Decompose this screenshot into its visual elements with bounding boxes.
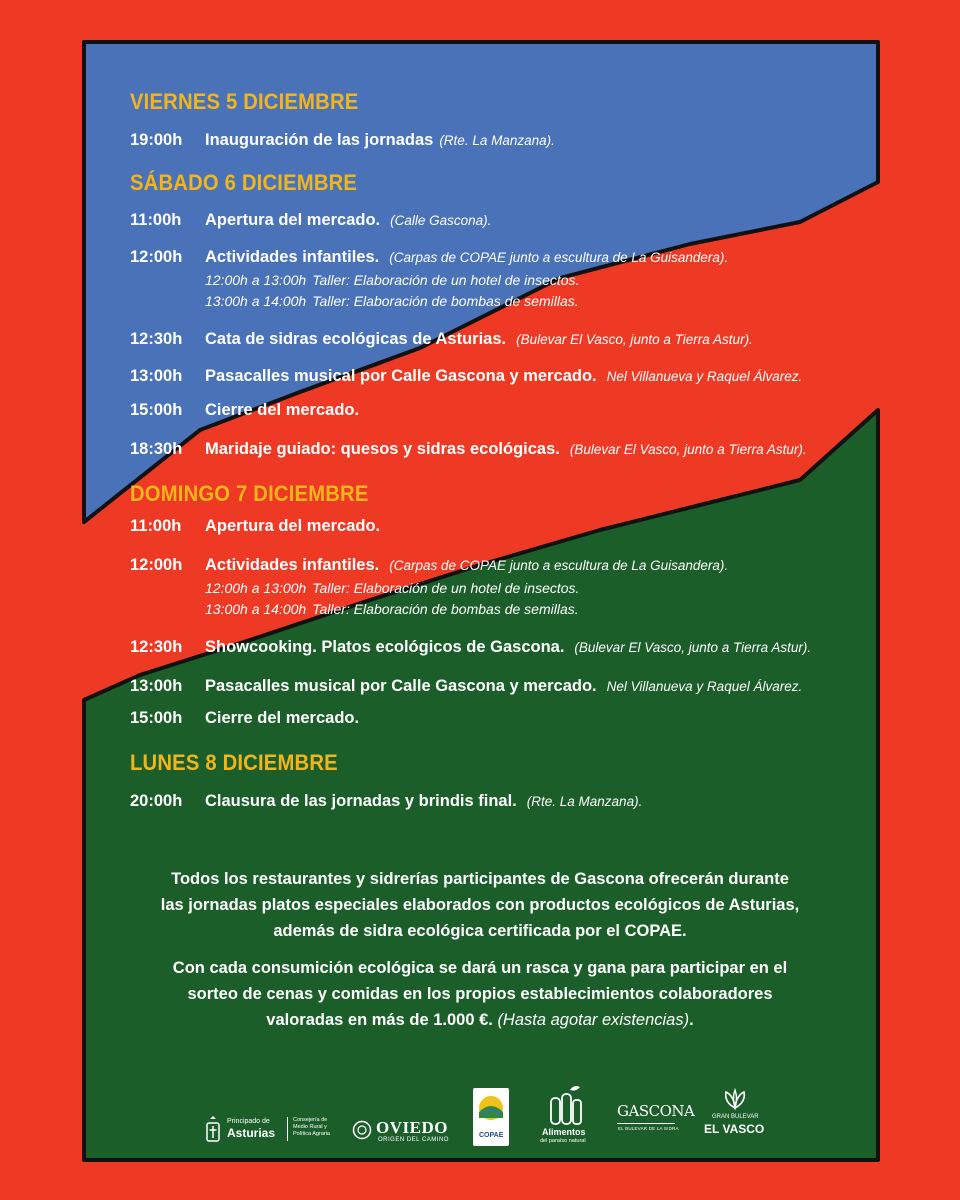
sub-event-text: Taller: Elaboración de un hotel de insectos. [312,272,580,288]
event-location: Nel Villanueva y Raquel Álvarez. [606,679,803,694]
day-heading: SÁBADO 6 DICIEMBRE [130,170,358,195]
sub-event-text: Taller: Elaboración de bombas de semillas. [312,601,579,617]
event-title: Maridaje guiado: quesos y sidras ecológicas. (Bulevar El Vasco, junto a Tierra Astur). [205,440,807,458]
info-line: Con cada consumición ecológica se dará un rasca y gana para participar en el [172,959,788,977]
event-location: (Carpas de COPAE junto a escultura de La Guisandera). [389,558,729,573]
event-title: Cierre del mercado. [205,709,360,727]
event-title: Actividades infantiles. (Carpas de COPAE junto a escultura de La Guisandera). [205,556,729,574]
sub-event [205,293,579,309]
sub-event-text: Taller: Elaboración de bombas de semillas. [312,293,579,309]
sub-event [205,601,579,617]
sub-event-time: 12:00h a 13:00h [205,272,307,288]
sub-event-time: 13:00h a 14:00h [205,601,307,617]
event-location: Nel Villanueva y Raquel Álvarez. [606,369,803,384]
event-location: (Bulevar El Vasco, junto a Tierra Astur). [516,332,753,347]
event-title: Cata de sidras ecológicas de Asturias. (Bulevar El Vasco, junto a Tierra Astur). [205,330,753,348]
day-heading: DOMINGO 7 DICIEMBRE [130,481,369,506]
event-time: 12:00h [130,556,183,574]
sub-event [205,580,579,596]
event-title: Apertura del mercado. (Calle Gascona). [205,211,492,229]
oviedo-seal-icon [352,1120,372,1140]
asturias-logo: Principado de Asturias Consejería de Medio Rural y Política Agraria [205,1113,345,1147]
info-paragraph [80,955,880,1033]
info-paragraph [80,866,880,944]
event-time: 11:00h [130,517,182,535]
event-location: (Rte. La Manzana). [439,133,555,148]
event-time: 18:30h [130,440,183,458]
sponsor-logos [0,1080,960,1150]
event-time: 12:30h [130,638,183,656]
info-line: Todos los restaurantes y sidrerías participantes de Gascona ofrecerán durante [171,870,789,888]
sub-event-text: Taller: Elaboración de un hotel de insectos. [312,580,580,596]
crest-icon [205,1115,221,1143]
alimentos-logo: Alimentos del paraíso natural [540,1084,600,1146]
info-line: sorteo de cenas y comidas en los propios establecimientos colaboradores [187,985,773,1003]
event-time: 13:00h [130,677,183,695]
leaf-icon [722,1088,748,1110]
event-time: 19:00h [130,131,183,149]
copae-emblem-icon [477,1094,505,1128]
event-title: Showcooking. Platos ecológicos de Gascona. (Bulevar El Vasco, junto a Tierra Astur). [205,638,812,656]
event-title: Clausura de las jornadas y brindis final. (Rte. La Manzana). [205,792,643,810]
event-location: (Calle Gascona). [390,213,492,228]
alimentos-icon [548,1084,584,1126]
day-heading: LUNES 8 DICIEMBRE [130,750,338,775]
gascona-logo: GASCONA EL BULEVAR DE LA SIDRA [617,1102,695,1131]
event-title: Inauguración de las jornadas (Rte. La Manzana). [205,131,555,149]
elvasco-logo: GRAN BULEVAR EL VASCO [700,1088,770,1146]
event-time: 15:00h [130,401,183,419]
event-title: Actividades infantiles. (Carpas de COPAE junto a escultura de La Guisandera). [205,248,729,266]
info-note: (Hasta agotar existencias) [497,1011,690,1029]
event-location: (Rte. La Manzana). [526,794,643,809]
day-heading: VIERNES 5 DICIEMBRE [130,89,359,114]
event-location: (Bulevar El Vasco, junto a Tierra Astur). [569,442,807,457]
info-line: valoradas en más de 1.000 €. (Hasta agotar existencias). [266,1011,694,1029]
info-line: las jornadas platos especiales elaborados con productos ecológicos de Asturias, [160,896,800,914]
info-line: además de sidra ecológica certificada por el COPAE. [273,922,687,940]
sub-event-time: 13:00h a 14:00h [205,293,307,309]
event-time: 13:00h [130,367,183,385]
event-time: 20:00h [130,792,183,810]
event-location: (Carpas de COPAE junto a escultura de La Guisandera). [389,250,729,265]
event-title: Cierre del mercado. [205,401,360,419]
event-time: 12:00h [130,248,183,266]
event-time: 12:30h [130,330,183,348]
event-title: Pasacalles musical por Calle Gascona y mercado. Nel Villanueva y Raquel Álvarez. [205,677,803,695]
event-time: 15:00h [130,709,183,727]
copae-logo: COPAE [473,1088,509,1146]
event-location: (Bulevar El Vasco, junto a Tierra Astur). [574,640,812,655]
event-title: Pasacalles musical por Calle Gascona y mercado. Nel Villanueva y Raquel Álvarez. [205,367,803,385]
sub-event-time: 12:00h a 13:00h [205,580,307,596]
sub-event [205,272,579,288]
oviedo-logo: OVIEDO ORIGEN DEL CAMINO [352,1116,452,1146]
event-time: 11:00h [130,211,182,229]
event-title: Apertura del mercado. [205,517,381,535]
